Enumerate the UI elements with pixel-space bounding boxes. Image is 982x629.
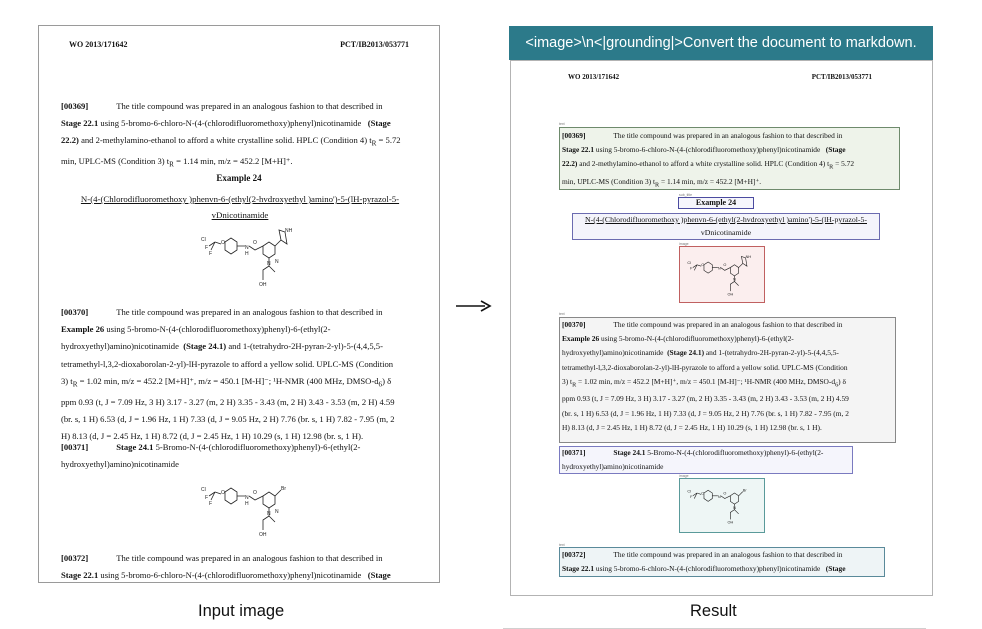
- result-molecule-stage-24-1: [679, 478, 765, 533]
- svg-text:NH: NH: [745, 254, 752, 259]
- svg-text:Cl: Cl: [687, 489, 691, 494]
- result-paragraph-00372: [00372] The title compound was prepared in an analogous fashion to that described in Stage 22.1 using 5-bromo-6-chloro-N-(4-(chlorodifluoromethoxy)phenyl)nicotinamide (Stage: [562, 550, 846, 574]
- svg-text:Br: Br: [281, 486, 286, 492]
- svg-text:OH: OH: [727, 520, 734, 525]
- molecule-structure-example-24: [189, 224, 313, 288]
- svg-text:F: F: [690, 494, 693, 499]
- svg-text:N: N: [267, 261, 271, 267]
- caption-input-image: Input image: [198, 602, 285, 620]
- paragraph-00369: [00369] The title compound was prepared in an analogous fashion to that described in Stage 22.1 using 5-bromo-6-chloro-N-(4-(chlorodifluoromethoxy)phenyl)nicotinamide (Stage 22.2) and 2-methylamino-ethanol to afford a white crystalline solid. HPLC (Condition 4) $t_R = 5.72$ min, UPLC-MS (Condition 3) $t_R = 1.14$ min, m/z = 452.2 [M+H]⁺.: [61, 101, 401, 170]
- svg-text:O: O: [701, 491, 705, 496]
- result-compound-name: N-(4-(Chlorodifluoromethoxy )phenvn-6-(ethyl(2-hvdroxyethyl )amino')-5-(lH-pyrazol-5- vDnicotinamide: [584, 215, 867, 237]
- svg-text:OH: OH: [727, 292, 734, 297]
- svg-text:H: H: [245, 251, 249, 257]
- svg-text:Cl: Cl: [201, 237, 206, 243]
- svg-text:Cl: Cl: [201, 487, 206, 493]
- svg-text:N: N: [267, 511, 271, 517]
- example-title: Example 24: [216, 173, 262, 183]
- molecule-structure-stage-24-1: [189, 478, 313, 542]
- svg-text:OH: OH: [259, 532, 267, 538]
- result-header-application-number: PCT/IB2013/053771: [811, 73, 872, 81]
- svg-text:F: F: [690, 266, 693, 271]
- svg-text:F: F: [209, 251, 213, 257]
- paragraph-00370: [00370] The title compound was prepared in an analogous fashion to that described in Example 26 using 5-bromo-N-(4-(chlorodifluoromethoxy)phenyl)-6-(ethyl(2- hydroxyethyl)amino)nicotinamide (Stage 24.1) and 1-(tetrahydro-2H-pyran-2-yl)-5-(4,4,5,5- tetramethyl-l,3,2-dioxaborolan-2-yl)-lH-pyrazole to afford a yellow solid. UPLC-MS (Condition 3) $t_R = 1.02$ min, m/z = 452.2 [M+H]⁺, m/z = 450.1 [M-H]⁻; ¹H-NMR (400 MHz, DMSO-$d_6$) δ ppm 0.93 (t, J = 7.09 Hz, 3 H) 3.17 - 3.27 (m, 2 H) 3.35 - 3.43 (m, 2 H) 3.43 - 3.53 (m, 2 H) 4.59 (br. s, 1 H) 6.53 (d, J = 1.96 Hz, 1 H) 7.33 (d, J = 9.05 Hz, 2 H) 7.76 (br. s, 1 H) 7.82 - 7.95 (m, 2 H) 8.13 (d, J = 2.45 Hz, 1 H) 8.72 (d, J = 2.45 Hz, 1 H) 10.29 (s, 1 H) 12.98 (br. s, 1 H).: [61, 307, 395, 442]
- svg-text:H: H: [245, 501, 249, 507]
- result-paragraph-00371: [00371] Stage 24.1 5-Bromo-N-(4-(chlorodifluoromethoxy)phenyl)-6-(ethyl(2- hydroxyethyl)amino)nicotinamide: [562, 448, 824, 472]
- caption-result: Result: [690, 602, 737, 620]
- result-document-page: WO 2013/171642 PCT/IB2013/053771 text [00369] The title compound was prepared in an analogous fashion to that described in Stage 22.1 using 5-bromo-6-chloro-N-(4-(chlorodifluoromethoxy)phenyl)nicotinamide (Stage 22.2) and 2-methylamino-ethanol to afford a white crystalline solid. HPLC (Condition 4) $t_R = 5.72$ min, UPLC-MS (Condition 3) $t_R = 1.14$ min, m/z = 452.2 [M+H]⁺. sub_title Example 24 N-(4-(Chlorodifluoromethoxy )phenvn-6-(ethyl(2-hvdroxyethyl )amino')-5-(lH-pyrazol-5- vDnicotinamide image Cl F O N O N NH OH text [00370] The title compound was prepared in an analogous fashion to that described in Example 26 using 5-bromo-N-(4-(chlorodifluoromethoxy)phenyl)-6-(ethyl(2- hydroxyethyl)amino)nicotinamide (Stage 24.1) and 1-(tetrahydro-2H-pyran-2-yl)-5-(4,4,5,5- tetramethyl-l,3,2-dioxaborolan-2-yl)-lH-pyrazole to afford a yellow solid. UPLC-MS (Condition 3) $t_R = 1.02$ min, m/z = 452.2 [M+H]⁺, m/z = 450.1 [M-H]⁻; ¹H-NMR (400 MHz, DMSO-$d_6$) δ ppm 0.93 (t, J = 7.09 Hz, 3 H) 3.17 - 3.27 (m, 2 H) 3.35 - 3.43 (m, 2 H) 3.43 - 3.53 (m, 2 H) 4.59 (br. s, 1 H) 6.53 (d, J = 1.96 Hz, 1 H) 7.33 (d, J = 9.05 Hz, 2 H) 7.76 (br. s, 1 H) 7.82 - 7.95 (m, 2 H) 8.13 (d, J = 2.45 Hz, 1 H) 8.72 (d, J = 2.45 Hz, 1 H) 10.29 (s, 1 H) 12.98 (br. s, 1 H). [00371] Stage 24.1 5-Bromo-N-(4-(chlorodifluoromethoxy)phenyl)-6-(ethyl(2- hydroxyethyl)amino)nicotinamide image Cl F O N O Br N OH text [00372] The title compound was prepared in an analogous fashion to that described in Stage 22.1 using 5-bromo-6-chloro-N-(4-(chlorodifluoromethoxy)phenyl)nicotinamide (Stage: [510, 60, 933, 596]
- svg-text:N: N: [275, 259, 279, 265]
- svg-text:Br: Br: [742, 488, 747, 493]
- svg-text:O: O: [723, 263, 727, 268]
- svg-text:O: O: [221, 240, 225, 246]
- svg-text:F: F: [205, 495, 209, 501]
- svg-text:O: O: [253, 240, 257, 246]
- svg-text:N: N: [245, 245, 249, 251]
- header-patent-number: WO 2013/171642: [69, 40, 128, 49]
- svg-text:F: F: [209, 501, 213, 507]
- svg-text:N: N: [717, 266, 721, 271]
- result-example-title: Example 24: [695, 198, 737, 207]
- svg-text:N: N: [275, 509, 279, 515]
- paragraph-00372: [00372] The title compound was prepared in an analogous fashion to that described in Stage 22.1 using 5-bromo-6-chloro-N-(4-(chlorodifluoromethoxy)phenyl)nicotinamide (Stage: [61, 553, 391, 581]
- input-document-page: [38, 25, 440, 583]
- svg-text:Cl: Cl: [687, 261, 691, 266]
- svg-text:F: F: [205, 245, 209, 251]
- arrow-right-icon: [455, 296, 493, 316]
- compound-name: N-(4-(Chlorodifluoromethoxy )phenvn-6-(ethyl(2-hvdroxyethyl )amino')-5-(lH-pyrazol-5- vDnicotinamide: [80, 194, 400, 220]
- result-header-patent-number: WO 2013/171642: [568, 73, 620, 81]
- svg-text:N: N: [245, 495, 249, 501]
- result-paragraph-00370: [00370] The title compound was prepared in an analogous fashion to that described in Example 26 using 5-bromo-N-(4-(chlorodifluoromethoxy)phenyl)-6-(ethyl(2- hydroxyethyl)amino)nicotinamide (Stage 24.1) and 1-(tetrahydro-2H-pyran-2-yl)-5-(4,4,5,5- tetramethyl-l,3,2-dioxaborolan-2-yl)-lH-pyrazole to afford a yellow solid. UPLC-MS (Condition 3) $t_R = 1.02$ min, m/z = 452.2 [M+H]⁺, m/z = 450.1 [M-H]⁻; ¹H-NMR (400 MHz, DMSO-$d_6$) δ ppm 0.93 (t, J = 7.09 Hz, 3 H) 3.17 - 3.27 (m, 2 H) 3.35 - 3.43 (m, 2 H) 3.43 - 3.53 (m, 2 H) 4.59 (br. s, 1 H) 6.53 (d, J = 1.96 Hz, 1 H) 7.33 (d, J = 9.05 Hz, 2 H) 7.76 (br. s, 1 H) 7.82 - 7.95 (m, 2 H) 8.13 (d, J = 2.45 Hz, 1 H) 8.72 (d, J = 2.45 Hz, 1 H) 10.29 (s, 1 H) 12.98 (br. s, 1 H).: [562, 320, 849, 432]
- svg-text:OH: OH: [259, 282, 267, 288]
- svg-text:O: O: [253, 490, 257, 496]
- svg-text:N: N: [733, 505, 736, 510]
- prompt-banner: <image>\n<|grounding|>Convert the document to markdown.: [509, 26, 933, 60]
- svg-text:O: O: [701, 263, 705, 268]
- svg-text:N: N: [717, 494, 721, 499]
- svg-text:O: O: [221, 490, 225, 496]
- result-paragraph-00369: [00369] The title compound was prepared in an analogous fashion to that described in Stage 22.1 using 5-bromo-6-chloro-N-(4-(chlorodifluoromethoxy)phenyl)nicotinamide (Stage 22.2) and 2-methylamino-ethanol to afford a white crystalline solid. HPLC (Condition 4) $t_R = 5.72$ min, UPLC-MS (Condition 3) $t_R = 1.14$ min, m/z = 452.2 [M+H]⁺.: [562, 131, 855, 189]
- svg-text:N: N: [733, 277, 736, 282]
- header-application-number: PCT/IB2013/053771: [340, 40, 409, 49]
- svg-text:NH: NH: [285, 228, 293, 234]
- svg-text:O: O: [723, 491, 727, 496]
- result-molecule-example-24: [679, 246, 765, 303]
- paragraph-00371: [00371] Stage 24.1 5-Bromo-N-(4-(chlorodifluoromethoxy)phenyl)-6-(ethyl(2- hydroxyethyl)amino)nicotinamide: [61, 442, 361, 470]
